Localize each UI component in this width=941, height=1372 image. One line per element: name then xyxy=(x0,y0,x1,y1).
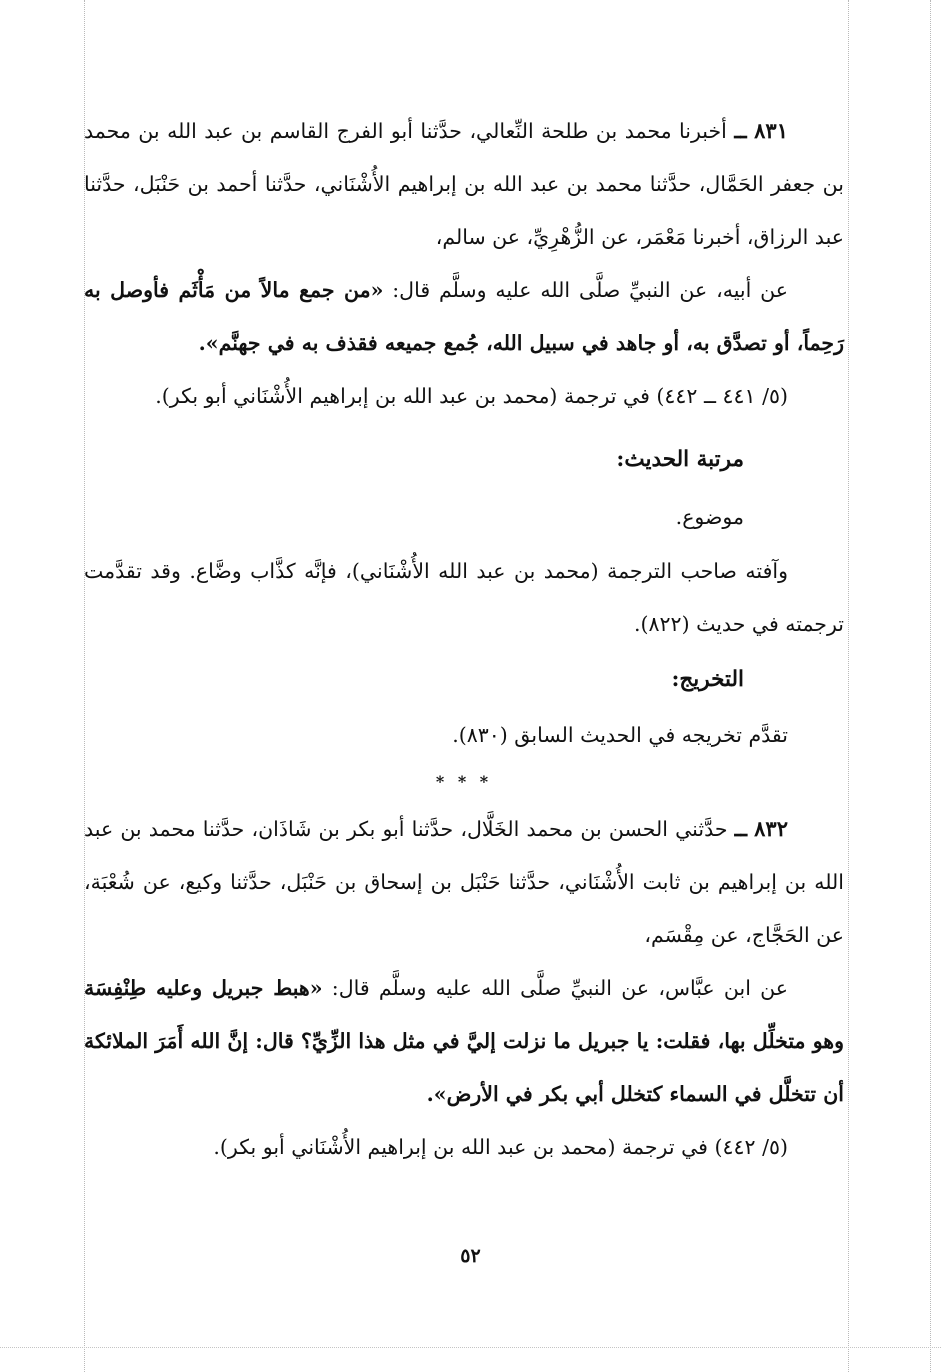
rank-verdict: موضوع. xyxy=(675,505,744,529)
page-body xyxy=(84,104,844,1174)
hadith-831-dash: ــ xyxy=(734,118,747,143)
hadith-832-text xyxy=(84,962,844,1121)
scan-guide-line xyxy=(0,1347,941,1348)
hadith-831-number: ٨٣١ xyxy=(754,118,788,143)
takhrij-heading: التخريج: xyxy=(671,667,744,692)
section-separator: * * * xyxy=(435,772,493,791)
hadith-831-intro: عن أبيه، عن النبيِّ صلَّى الله عليه وسلَّم قال: xyxy=(392,278,788,302)
hadith-831-matn: «من جمع مالاً من مَأْثَم فأوصل به رَحِماً، أو تصدَّق به، أو جاهد في سبيل الله، جُمع جميعه فقذف به في جهنَّم». xyxy=(84,278,844,355)
hadith-831-chain xyxy=(84,104,844,264)
hadith-832-source: (٥/ ٤٤٢) في ترجمة (محمد بن عبد الله بن إبراهيم الأُشْنَاني أبو بكر). xyxy=(213,1135,788,1159)
hadith-832-dash: ــ xyxy=(734,816,747,841)
hadith-832-intro: عن ابن عبَّاس، عن النبيِّ صلَّى الله عليه وسلَّم قال: xyxy=(331,976,788,1000)
hadith-831-text xyxy=(84,264,844,370)
hadith-832-number: ٨٣٢ xyxy=(754,816,788,841)
takhrij-text: تقدَّم تخريجه في الحديث السابق (٨٣٠). xyxy=(452,723,788,747)
page-number: ٥٢ xyxy=(460,1245,481,1267)
hadith-831-source: (٥/ ٤٤١ ــ ٤٤٢) في ترجمة (محمد بن عبد الله بن إبراهيم الأُشْنَاني أبو بكر). xyxy=(155,384,788,408)
hadith-832-matn: «هبط جبريل وعليه طِنْفِسَة وهو متخلِّل بها، فقلت: يا جبريل ما نزلت إليَّ في مثل هذا الزِّيِّ؟ قال: إنَّ الله أَمَرَ الملائكة أن تتخلَّل في السماء كتخلل أبي بكر في الأرض». xyxy=(84,976,844,1106)
scan-guide-line xyxy=(930,0,931,1372)
hadith-832-chain xyxy=(84,802,844,962)
hadith-831-isnad: أخبرنا محمد بن طلحة النِّعالي، حدَّثنا أبو الفرج القاسم بن عبد الله بن محمد بن جعفر الحَمَّال، حدَّثنا محمد بن عبد الله بن إبراهيم الأُشْنَاني، حدَّثنا أحمد بن حَنْبَل، حدَّثنا عبد الرزاق، أخبرنا مَعْمَر، عن الزُّهْرِيِّ، عن سالم، xyxy=(84,119,844,249)
rank-heading: مرتبة الحديث: xyxy=(616,447,744,472)
rank-explanation: وآفته صاحب الترجمة (محمد بن عبد الله الأُشْنَاني)، فإنَّه كذَّاب وضَّاع. وقد تقدَّمت ترجمته في حديث (٨٢٢). xyxy=(84,559,844,636)
scan-guide-line xyxy=(848,0,849,1372)
hadith-832-isnad: حدَّثني الحسن بن محمد الخَلَّال، حدَّثنا أبو بكر بن شَاذَان، حدَّثنا محمد بن عبد الله بن إبراهيم بن ثابت الأُشْنَاني، حدَّثنا حَنْبَل بن إسحاق بن حَنْبَل، حدَّثنا وكيع، عن شُعْبَة، عن الحَجَّاج، عن مِقْسَم، xyxy=(84,817,844,947)
